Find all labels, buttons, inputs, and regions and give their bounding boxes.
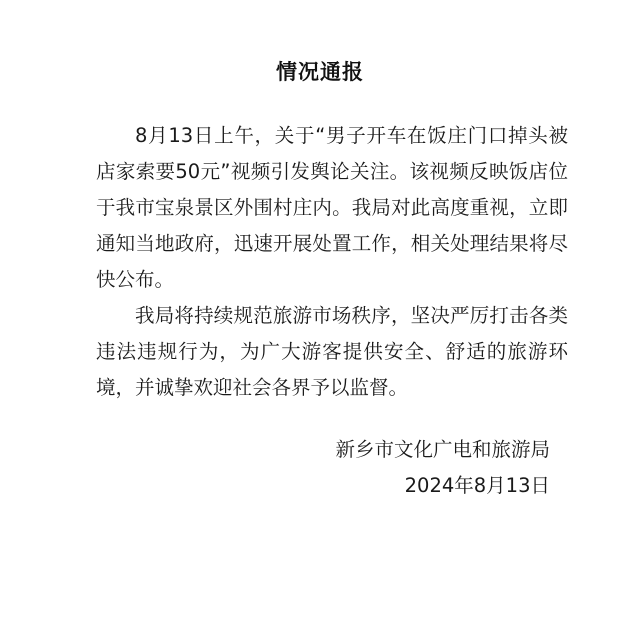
notice-paragraph-2: 我局将持续规范旅游市场秩序，坚决严厉打击各类违法违规行为，为广大游客提供安全、舒适的旅游环境，并诚挚欢迎社会各界予以监督。 <box>96 304 568 399</box>
issue-date: 2024年8月13日 <box>404 474 550 497</box>
notice-signature <box>335 432 550 504</box>
notice-body <box>96 118 568 406</box>
notice-title: 情况通报 <box>276 60 364 84</box>
issuer-name: 新乡市文化广电和旅游局 <box>335 438 550 461</box>
notice-paragraph-1: 8月13日上午，关于“男子开车在饭庄门口掉头被店家索要50元”视频引发舆论关注。该视频反映饭店位于我市宝泉景区外围村庄内。我局对此高度重视，立即通知当地政府，迅速开展处置工作，相关处理结果将尽快公布。 <box>96 124 568 291</box>
